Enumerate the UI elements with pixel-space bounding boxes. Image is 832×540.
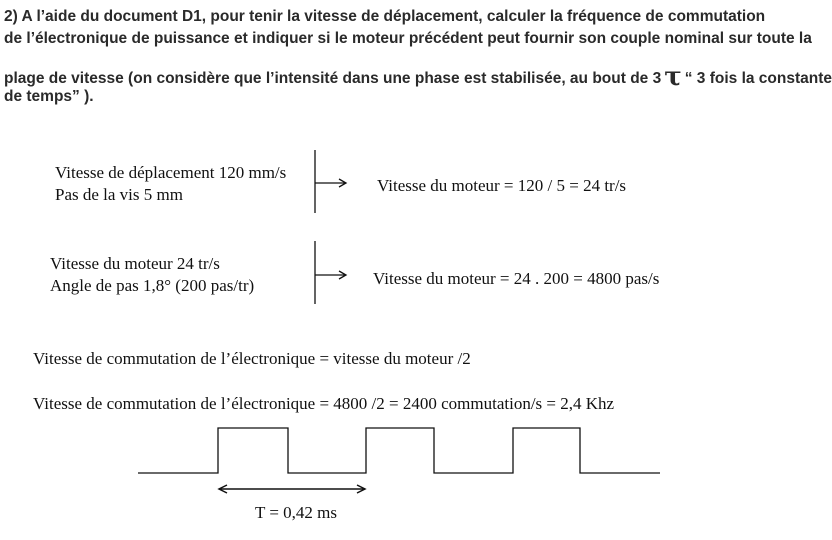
question-line-4: de temps” ).: [4, 88, 94, 105]
question-line-1: 2) A l’aide du document D1, pour tenir la vitesse de déplacement, calculer la fréquence de commutation: [4, 8, 766, 25]
block2-given-2: Angle de pas 1,8° (200 pas/tr): [50, 276, 255, 295]
square-wave: [138, 428, 660, 473]
question-line-3b: “ 3 fois la constante: [684, 70, 832, 87]
block1-result: Vitesse du moteur = 120 / 5 = 24 tr/s: [377, 176, 627, 195]
question-line-2: de l’électronique de puissance et indiquer si le moteur précédent peut fournir son couple nominal sur toute la: [4, 30, 812, 47]
block1-given-1: Vitesse de déplacement 120 mm/s: [55, 163, 287, 182]
block1-given-2: Pas de la vis 5 mm: [55, 185, 183, 204]
block2-given-1: Vitesse du moteur 24 tr/s: [50, 254, 220, 273]
period-label: T = 0,42 ms: [255, 503, 338, 522]
commutation-formula: Vitesse de commutation de l’électronique = vitesse du moteur /2: [33, 349, 471, 368]
block2-result: Vitesse du moteur = 24 . 200 = 4800 pas/s: [373, 269, 660, 288]
tau-symbol: τ: [664, 62, 682, 92]
commutation-calc: Vitesse de commutation de l’électronique = 4800 /2 = 2400 commutation/s = 2,4 Khz: [33, 394, 615, 413]
question-line-3a: plage de vitesse (on considère que l’intensité dans une phase est stabilisée, au bout de 3: [4, 70, 662, 87]
